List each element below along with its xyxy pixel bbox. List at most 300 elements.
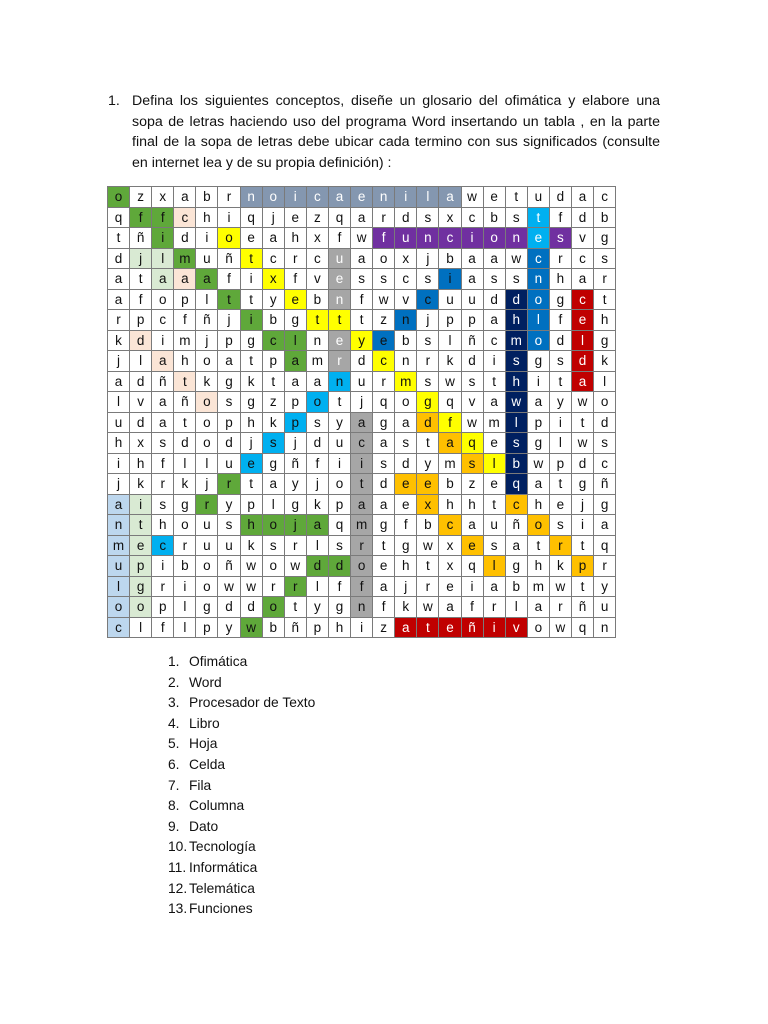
grid-cell: ñ	[505, 515, 527, 536]
grid-cell: e	[483, 433, 505, 454]
grid-cell: ñ	[196, 310, 218, 331]
grid-cell: o	[196, 392, 218, 413]
grid-cell: d	[483, 289, 505, 310]
grid-cell: y	[218, 617, 240, 638]
grid-cell: a	[284, 371, 306, 392]
grid-cell: w	[284, 556, 306, 577]
grid-cell: o	[262, 515, 284, 536]
grid-cell: d	[571, 207, 593, 228]
term-label: Hoja	[189, 736, 218, 752]
grid-cell: j	[284, 515, 306, 536]
grid-cell: u	[108, 556, 130, 577]
grid-cell: c	[571, 289, 593, 310]
grid-cell: g	[549, 289, 571, 310]
grid-cell: j	[218, 310, 240, 331]
grid-cell: r	[483, 597, 505, 618]
grid-cell: w	[549, 576, 571, 597]
grid-cell: r	[284, 535, 306, 556]
grid-cell: i	[483, 617, 505, 638]
grid-cell: a	[196, 269, 218, 290]
grid-cell: u	[439, 289, 461, 310]
grid-cell: y	[306, 597, 328, 618]
grid-row	[108, 515, 616, 536]
grid-cell: o	[130, 597, 152, 618]
grid-cell: l	[152, 248, 174, 269]
grid-cell: s	[218, 515, 240, 536]
grid-cell: x	[262, 269, 284, 290]
grid-cell: k	[130, 474, 152, 495]
grid-cell: f	[351, 576, 373, 597]
grid-cell: s	[417, 269, 439, 290]
grid-cell: n	[328, 371, 350, 392]
grid-cell: t	[130, 515, 152, 536]
term-number: 10.	[168, 839, 188, 855]
grid-cell: j	[196, 330, 218, 351]
grid-cell: q	[571, 617, 593, 638]
grid-cell: s	[373, 269, 395, 290]
grid-cell: q	[373, 392, 395, 413]
grid-cell: m	[108, 535, 130, 556]
grid-cell: l	[130, 351, 152, 372]
grid-cell: e	[571, 310, 593, 331]
grid-cell: x	[306, 228, 328, 249]
grid-cell: f	[549, 310, 571, 331]
grid-cell: p	[218, 412, 240, 433]
grid-cell: a	[152, 351, 174, 372]
term-label: Fila	[189, 777, 212, 793]
exercise-instruction	[108, 91, 660, 173]
grid-cell: u	[461, 289, 483, 310]
grid-cell: r	[174, 535, 196, 556]
grid-cell: e	[328, 330, 350, 351]
grid-cell: o	[527, 330, 549, 351]
grid-cell: y	[284, 474, 306, 495]
grid-cell: e	[328, 269, 350, 290]
term-item	[168, 796, 315, 817]
grid-cell: p	[218, 330, 240, 351]
grid-cell: l	[196, 453, 218, 474]
grid-cell: x	[152, 187, 174, 208]
term-item	[168, 673, 315, 694]
grid-cell: r	[218, 474, 240, 495]
grid-cell: g	[240, 392, 262, 413]
grid-cell: e	[549, 494, 571, 515]
grid-cell: a	[262, 474, 284, 495]
term-item	[168, 755, 315, 776]
grid-cell: a	[483, 576, 505, 597]
grid-cell: d	[218, 433, 240, 454]
grid-cell: x	[439, 556, 461, 577]
grid-cell: u	[196, 248, 218, 269]
grid-cell: h	[108, 433, 130, 454]
grid-cell: a	[262, 228, 284, 249]
grid-cell: p	[571, 556, 593, 577]
grid-cell: c	[262, 330, 284, 351]
grid-cell: a	[351, 248, 373, 269]
term-number: 12.	[168, 880, 188, 896]
grid-cell: u	[218, 453, 240, 474]
grid-cell: c	[373, 351, 395, 372]
grid-cell: b	[417, 515, 439, 536]
grid-cell: i	[174, 576, 196, 597]
grid-cell: d	[306, 556, 328, 577]
grid-cell: f	[218, 269, 240, 290]
grid-cell: a	[461, 515, 483, 536]
term-item	[168, 837, 315, 858]
grid-cell: f	[439, 412, 461, 433]
grid-cell: n	[240, 187, 262, 208]
term-label: Ofimática	[189, 654, 248, 669]
grid-cell: r	[417, 576, 439, 597]
grid-cell: h	[152, 515, 174, 536]
grid-cell: t	[130, 269, 152, 290]
grid-row	[108, 556, 616, 577]
grid-cell: t	[351, 310, 373, 331]
grid-cell: e	[373, 556, 395, 577]
grid-cell: d	[549, 187, 571, 208]
grid-row	[108, 207, 616, 228]
grid-cell: q	[594, 535, 616, 556]
grid-cell: d	[417, 412, 439, 433]
grid-cell: s	[461, 453, 483, 474]
grid-cell: s	[594, 433, 616, 454]
term-number: 7.	[168, 777, 180, 793]
grid-cell: k	[240, 371, 262, 392]
grid-cell: u	[196, 535, 218, 556]
term-item	[168, 693, 315, 714]
grid-row	[108, 576, 616, 597]
grid-cell: a	[152, 392, 174, 413]
grid-cell: d	[174, 228, 196, 249]
grid-cell: c	[152, 310, 174, 331]
term-label: Funciones	[189, 901, 253, 917]
grid-cell: r	[262, 576, 284, 597]
grid-cell: w	[240, 617, 262, 638]
grid-cell: c	[152, 535, 174, 556]
grid-cell: q	[108, 207, 130, 228]
grid-cell: h	[461, 494, 483, 515]
grid-cell: b	[439, 248, 461, 269]
grid-cell: c	[417, 289, 439, 310]
grid-cell: t	[240, 351, 262, 372]
grid-cell: t	[284, 597, 306, 618]
grid-cell: t	[594, 289, 616, 310]
grid-cell: p	[152, 597, 174, 618]
grid-cell: a	[439, 433, 461, 454]
grid-cell: a	[351, 412, 373, 433]
grid-cell: d	[130, 412, 152, 433]
grid-cell: i	[571, 515, 593, 536]
grid-cell: t	[218, 289, 240, 310]
grid-cell: i	[108, 453, 130, 474]
grid-cell: e	[527, 228, 549, 249]
grid-cell: p	[439, 310, 461, 331]
term-number: 2.	[168, 674, 180, 690]
grid-cell: b	[439, 474, 461, 495]
grid-cell: j	[108, 474, 130, 495]
grid-cell: d	[218, 597, 240, 618]
grid-cell: i	[351, 617, 373, 638]
grid-cell: f	[152, 207, 174, 228]
grid-cell: o	[527, 617, 549, 638]
grid-cell: i	[218, 207, 240, 228]
grid-cell: f	[461, 597, 483, 618]
grid-cell: l	[174, 617, 196, 638]
grid-cell: i	[152, 330, 174, 351]
grid-cell: ñ	[218, 556, 240, 577]
grid-row	[108, 330, 616, 351]
grid-cell: o	[594, 392, 616, 413]
grid-cell: u	[594, 597, 616, 618]
grid-row	[108, 412, 616, 433]
grid-cell: a	[108, 289, 130, 310]
grid-cell: e	[483, 187, 505, 208]
term-item	[168, 858, 315, 879]
grid-cell: g	[505, 556, 527, 577]
grid-cell: g	[373, 515, 395, 536]
grid-cell: r	[549, 535, 571, 556]
grid-row	[108, 453, 616, 474]
grid-cell: l	[306, 576, 328, 597]
grid-cell: l	[505, 597, 527, 618]
grid-cell: t	[549, 371, 571, 392]
grid-cell: c	[527, 248, 549, 269]
grid-cell: y	[417, 453, 439, 474]
grid-cell: l	[174, 453, 196, 474]
grid-cell: n	[373, 187, 395, 208]
term-label: Word	[189, 674, 222, 690]
grid-cell: v	[395, 289, 417, 310]
grid-cell: o	[196, 556, 218, 577]
grid-cell: a	[461, 248, 483, 269]
grid-cell: g	[527, 433, 549, 454]
grid-cell: s	[549, 228, 571, 249]
grid-cell: s	[594, 248, 616, 269]
grid-cell: c	[262, 248, 284, 269]
grid-row	[108, 371, 616, 392]
grid-cell: m	[174, 248, 196, 269]
grid-cell: r	[328, 351, 350, 372]
grid-cell: n	[351, 597, 373, 618]
grid-cell: m	[351, 515, 373, 536]
grid-cell: i	[549, 412, 571, 433]
grid-cell: a	[174, 269, 196, 290]
grid-cell: u	[351, 371, 373, 392]
grid-cell: i	[527, 371, 549, 392]
term-label: Celda	[189, 756, 226, 772]
grid-cell: l	[571, 330, 593, 351]
grid-cell: e	[130, 535, 152, 556]
grid-cell: t	[240, 289, 262, 310]
grid-cell: a	[218, 351, 240, 372]
grid-cell: a	[505, 535, 527, 556]
grid-cell: t	[571, 535, 593, 556]
grid-cell: p	[196, 617, 218, 638]
grid-cell: o	[373, 248, 395, 269]
grid-cell: w	[351, 228, 373, 249]
grid-cell: o	[262, 556, 284, 577]
grid-cell: k	[196, 371, 218, 392]
grid-cell: m	[174, 330, 196, 351]
grid-cell: t	[174, 412, 196, 433]
term-label: Informática	[189, 859, 258, 875]
grid-cell: c	[571, 248, 593, 269]
grid-cell: n	[328, 289, 350, 310]
grid-cell: d	[130, 371, 152, 392]
grid-cell: k	[174, 474, 196, 495]
grid-cell: o	[351, 556, 373, 577]
grid-cell: v	[505, 617, 527, 638]
grid-cell: ñ	[218, 248, 240, 269]
grid-cell: b	[483, 207, 505, 228]
grid-cell: o	[527, 515, 549, 536]
grid-cell: h	[594, 310, 616, 331]
grid-cell: r	[152, 576, 174, 597]
grid-cell: g	[284, 494, 306, 515]
grid-cell: s	[505, 207, 527, 228]
term-item	[168, 734, 315, 755]
grid-cell: z	[461, 474, 483, 495]
grid-cell: t	[262, 371, 284, 392]
grid-cell: e	[417, 474, 439, 495]
grid-cell: a	[571, 371, 593, 392]
grid-cell: j	[417, 310, 439, 331]
grid-cell: s	[351, 269, 373, 290]
grid-cell: v	[306, 269, 328, 290]
grid-cell: c	[483, 330, 505, 351]
grid-cell: g	[130, 576, 152, 597]
grid-cell: g	[284, 310, 306, 331]
grid-cell: b	[306, 289, 328, 310]
grid-cell: d	[328, 556, 350, 577]
grid-cell: g	[196, 597, 218, 618]
term-number: 3.	[168, 695, 180, 711]
grid-cell: h	[527, 494, 549, 515]
grid-cell: n	[395, 310, 417, 331]
grid-cell: j	[196, 474, 218, 495]
grid-row	[108, 535, 616, 556]
grid-cell: a	[108, 494, 130, 515]
grid-cell: k	[240, 535, 262, 556]
grid-cell: h	[240, 515, 262, 536]
grid-cell: i	[439, 269, 461, 290]
grid-cell: g	[527, 351, 549, 372]
grid-cell: f	[328, 576, 350, 597]
grid-cell: t	[108, 228, 130, 249]
grid-cell: s	[152, 494, 174, 515]
term-item	[168, 899, 315, 920]
grid-cell: s	[218, 392, 240, 413]
grid-cell: o	[108, 187, 130, 208]
grid-cell: h	[130, 453, 152, 474]
grid-cell: l	[594, 371, 616, 392]
grid-cell: j	[262, 207, 284, 228]
grid-cell: ñ	[130, 228, 152, 249]
grid-cell: l	[284, 330, 306, 351]
grid-cell: n	[594, 617, 616, 638]
grid-cell: i	[240, 310, 262, 331]
term-label: Columna	[189, 798, 245, 814]
grid-cell: h	[284, 228, 306, 249]
grid-cell: t	[174, 371, 196, 392]
grid-cell: t	[240, 474, 262, 495]
grid-cell: o	[108, 597, 130, 618]
grid-cell: l	[483, 453, 505, 474]
grid-cell: r	[549, 597, 571, 618]
grid-cell: z	[306, 207, 328, 228]
grid-cell: l	[108, 392, 130, 413]
grid-cell: e	[395, 474, 417, 495]
grid-cell: i	[351, 453, 373, 474]
grid-cell: p	[527, 412, 549, 433]
grid-cell: x	[395, 248, 417, 269]
grid-cell: t	[483, 494, 505, 515]
grid-cell: w	[527, 453, 549, 474]
grid-cell: a	[351, 207, 373, 228]
grid-cell: m	[439, 453, 461, 474]
grid-cell: m	[395, 371, 417, 392]
grid-cell: p	[284, 392, 306, 413]
grid-cell: i	[483, 351, 505, 372]
grid-cell: c	[108, 617, 130, 638]
grid-cell: p	[328, 494, 350, 515]
grid-cell: t	[417, 617, 439, 638]
grid-cell: a	[373, 433, 395, 454]
grid-cell: l	[174, 597, 196, 618]
term-number: 11.	[168, 859, 187, 875]
grid-cell: t	[505, 187, 527, 208]
grid-cell: b	[196, 187, 218, 208]
grid-cell: n	[527, 269, 549, 290]
grid-cell: n	[505, 228, 527, 249]
grid-cell: j	[240, 433, 262, 454]
grid-cell: o	[196, 412, 218, 433]
grid-cell: w	[417, 597, 439, 618]
grid-cell: t	[417, 433, 439, 454]
grid-cell: e	[351, 187, 373, 208]
grid-cell: y	[549, 392, 571, 413]
grid-cell: s	[417, 371, 439, 392]
grid-cell: m	[527, 576, 549, 597]
grid-cell: y	[328, 412, 350, 433]
term-item	[168, 879, 315, 900]
grid-cell: ñ	[152, 371, 174, 392]
grid-cell: a	[306, 515, 328, 536]
grid-cell: q	[240, 207, 262, 228]
grid-cell: r	[549, 248, 571, 269]
grid-cell: a	[483, 310, 505, 331]
grid-cell: d	[351, 351, 373, 372]
grid-cell: w	[571, 392, 593, 413]
grid-cell: d	[461, 351, 483, 372]
grid-cell: b	[262, 310, 284, 331]
grid-cell: a	[527, 392, 549, 413]
grid-row	[108, 351, 616, 372]
grid-cell: t	[306, 310, 328, 331]
grid-cell: j	[395, 576, 417, 597]
grid-row	[108, 187, 616, 208]
grid-cell: g	[240, 330, 262, 351]
term-item	[168, 817, 315, 838]
grid-cell: t	[527, 207, 549, 228]
grid-cell: g	[328, 597, 350, 618]
grid-cell: i	[284, 187, 306, 208]
grid-cell: b	[395, 330, 417, 351]
grid-cell: t	[483, 371, 505, 392]
grid-cell: ñ	[461, 330, 483, 351]
grid-cell: e	[483, 474, 505, 495]
grid-cell: e	[439, 576, 461, 597]
